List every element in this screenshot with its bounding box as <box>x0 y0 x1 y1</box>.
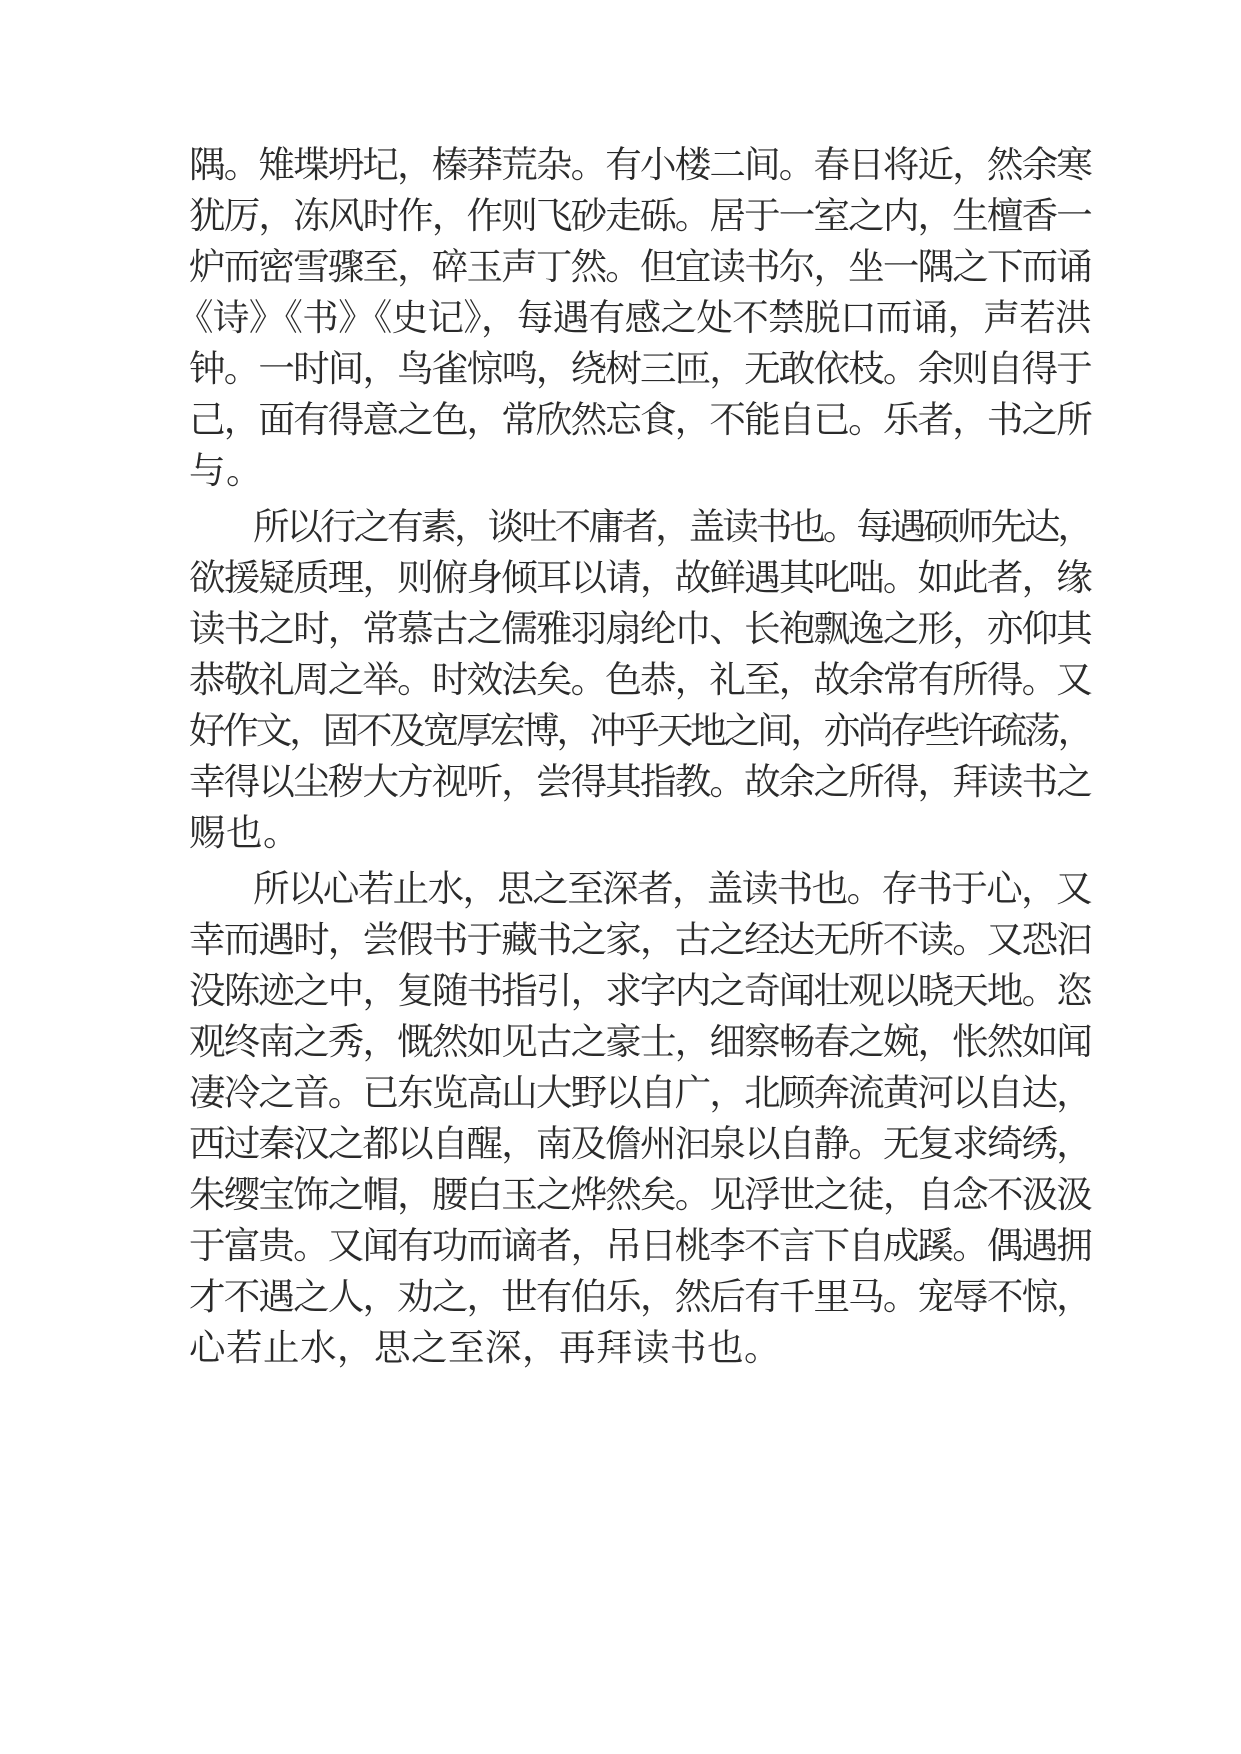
paragraph-1-line-6: 己，面有得意之色，常欣然忘食，不能自已。乐者，书之所 <box>189 398 1091 441</box>
paragraph-3-line-2: 幸而遇时，尝假书于藏书之家，古之经达无所不读。又恐汩 <box>189 918 1091 961</box>
paragraph-2-line-3: 读书之时，常慕古之儒雅羽扇纶巾、长袍飘逸之形，亦仰其 <box>189 607 1091 650</box>
paragraph-1-line-5: 钟。一时间，鸟雀惊鸣，绕树三匝，无敢依枝。余则自得于 <box>189 347 1091 390</box>
paragraph-1-line-3: 炉而密雪骤至，碎玉声丁然。但宜读书尔，坐一隅之下而诵 <box>189 245 1091 288</box>
paragraph-3-line-7: 朱缨宝饰之帽，腰白玉之烨然矣。见浮世之徒，自念不汲汲 <box>189 1173 1091 1216</box>
paragraph-2-line-1: 所以行之有素，谈吐不庸者，盖读书也。每遇硕师先达， <box>253 505 1091 548</box>
paragraph-3-line-1: 所以心若止水，思之至深者，盖读书也。存书于心，又 <box>253 867 1091 910</box>
paragraph-2-line-5: 好作文，固不及宽厚宏博，冲乎天地之间，亦尚存些许疏荡， <box>189 709 1091 752</box>
paragraph-1-line-7: 与。 <box>189 449 263 492</box>
paragraph-2-line-4: 恭敬礼周之举。时效法矣。色恭，礼至，故余常有所得。又 <box>189 658 1091 701</box>
paragraph-1-line-4: 《诗》《书》《史记》，每遇有感之处不禁脱口而诵，声若洪 <box>177 296 1091 339</box>
paragraph-2-line-2: 欲援疑质理，则俯身倾耳以请，故鲜遇其叱咄。如此者，缘 <box>189 556 1091 599</box>
paragraph-3-line-9: 才不遇之人，劝之，世有伯乐，然后有千里马。宠辱不惊， <box>189 1275 1091 1318</box>
paragraph-1-line-1: 隅。雉堞坍圮，榛莽荒杂。有小楼二间。春日将近，然余寒 <box>189 143 1091 186</box>
paragraph-3-line-6: 西过秦汉之都以自醒，南及儋州汩泉以自静。无复求绮绣， <box>189 1122 1091 1165</box>
paragraph-1-line-2: 犹厉，冻风时作，作则飞砂走砾。居于一室之内，生檀香一 <box>189 194 1091 237</box>
paragraph-3-line-3: 没陈迹之中，复随书指引，求字内之奇闻壮观以晓天地。恣 <box>189 969 1091 1012</box>
paragraph-3-line-4: 观终南之秀，慨然如见古之豪士，细察畅春之婉，怅然如闻 <box>189 1020 1091 1063</box>
paragraph-3-line-10: 心若止水，思之至深，再拜读书也。 <box>189 1326 781 1369</box>
paragraph-3-line-5: 凄冷之音。已东览高山大野以自广，北顾奔流黄河以自达， <box>189 1071 1091 1114</box>
paragraph-2-line-7: 赐也。 <box>189 811 300 854</box>
paragraph-2-line-6: 幸得以尘秽大方视听，尝得其指教。故余之所得，拜读书之 <box>189 760 1091 803</box>
paragraph-3-line-8: 于富贵。又闻有功而谪者，吊日桃李不言下自成蹊。偶遇拥 <box>189 1224 1091 1267</box>
